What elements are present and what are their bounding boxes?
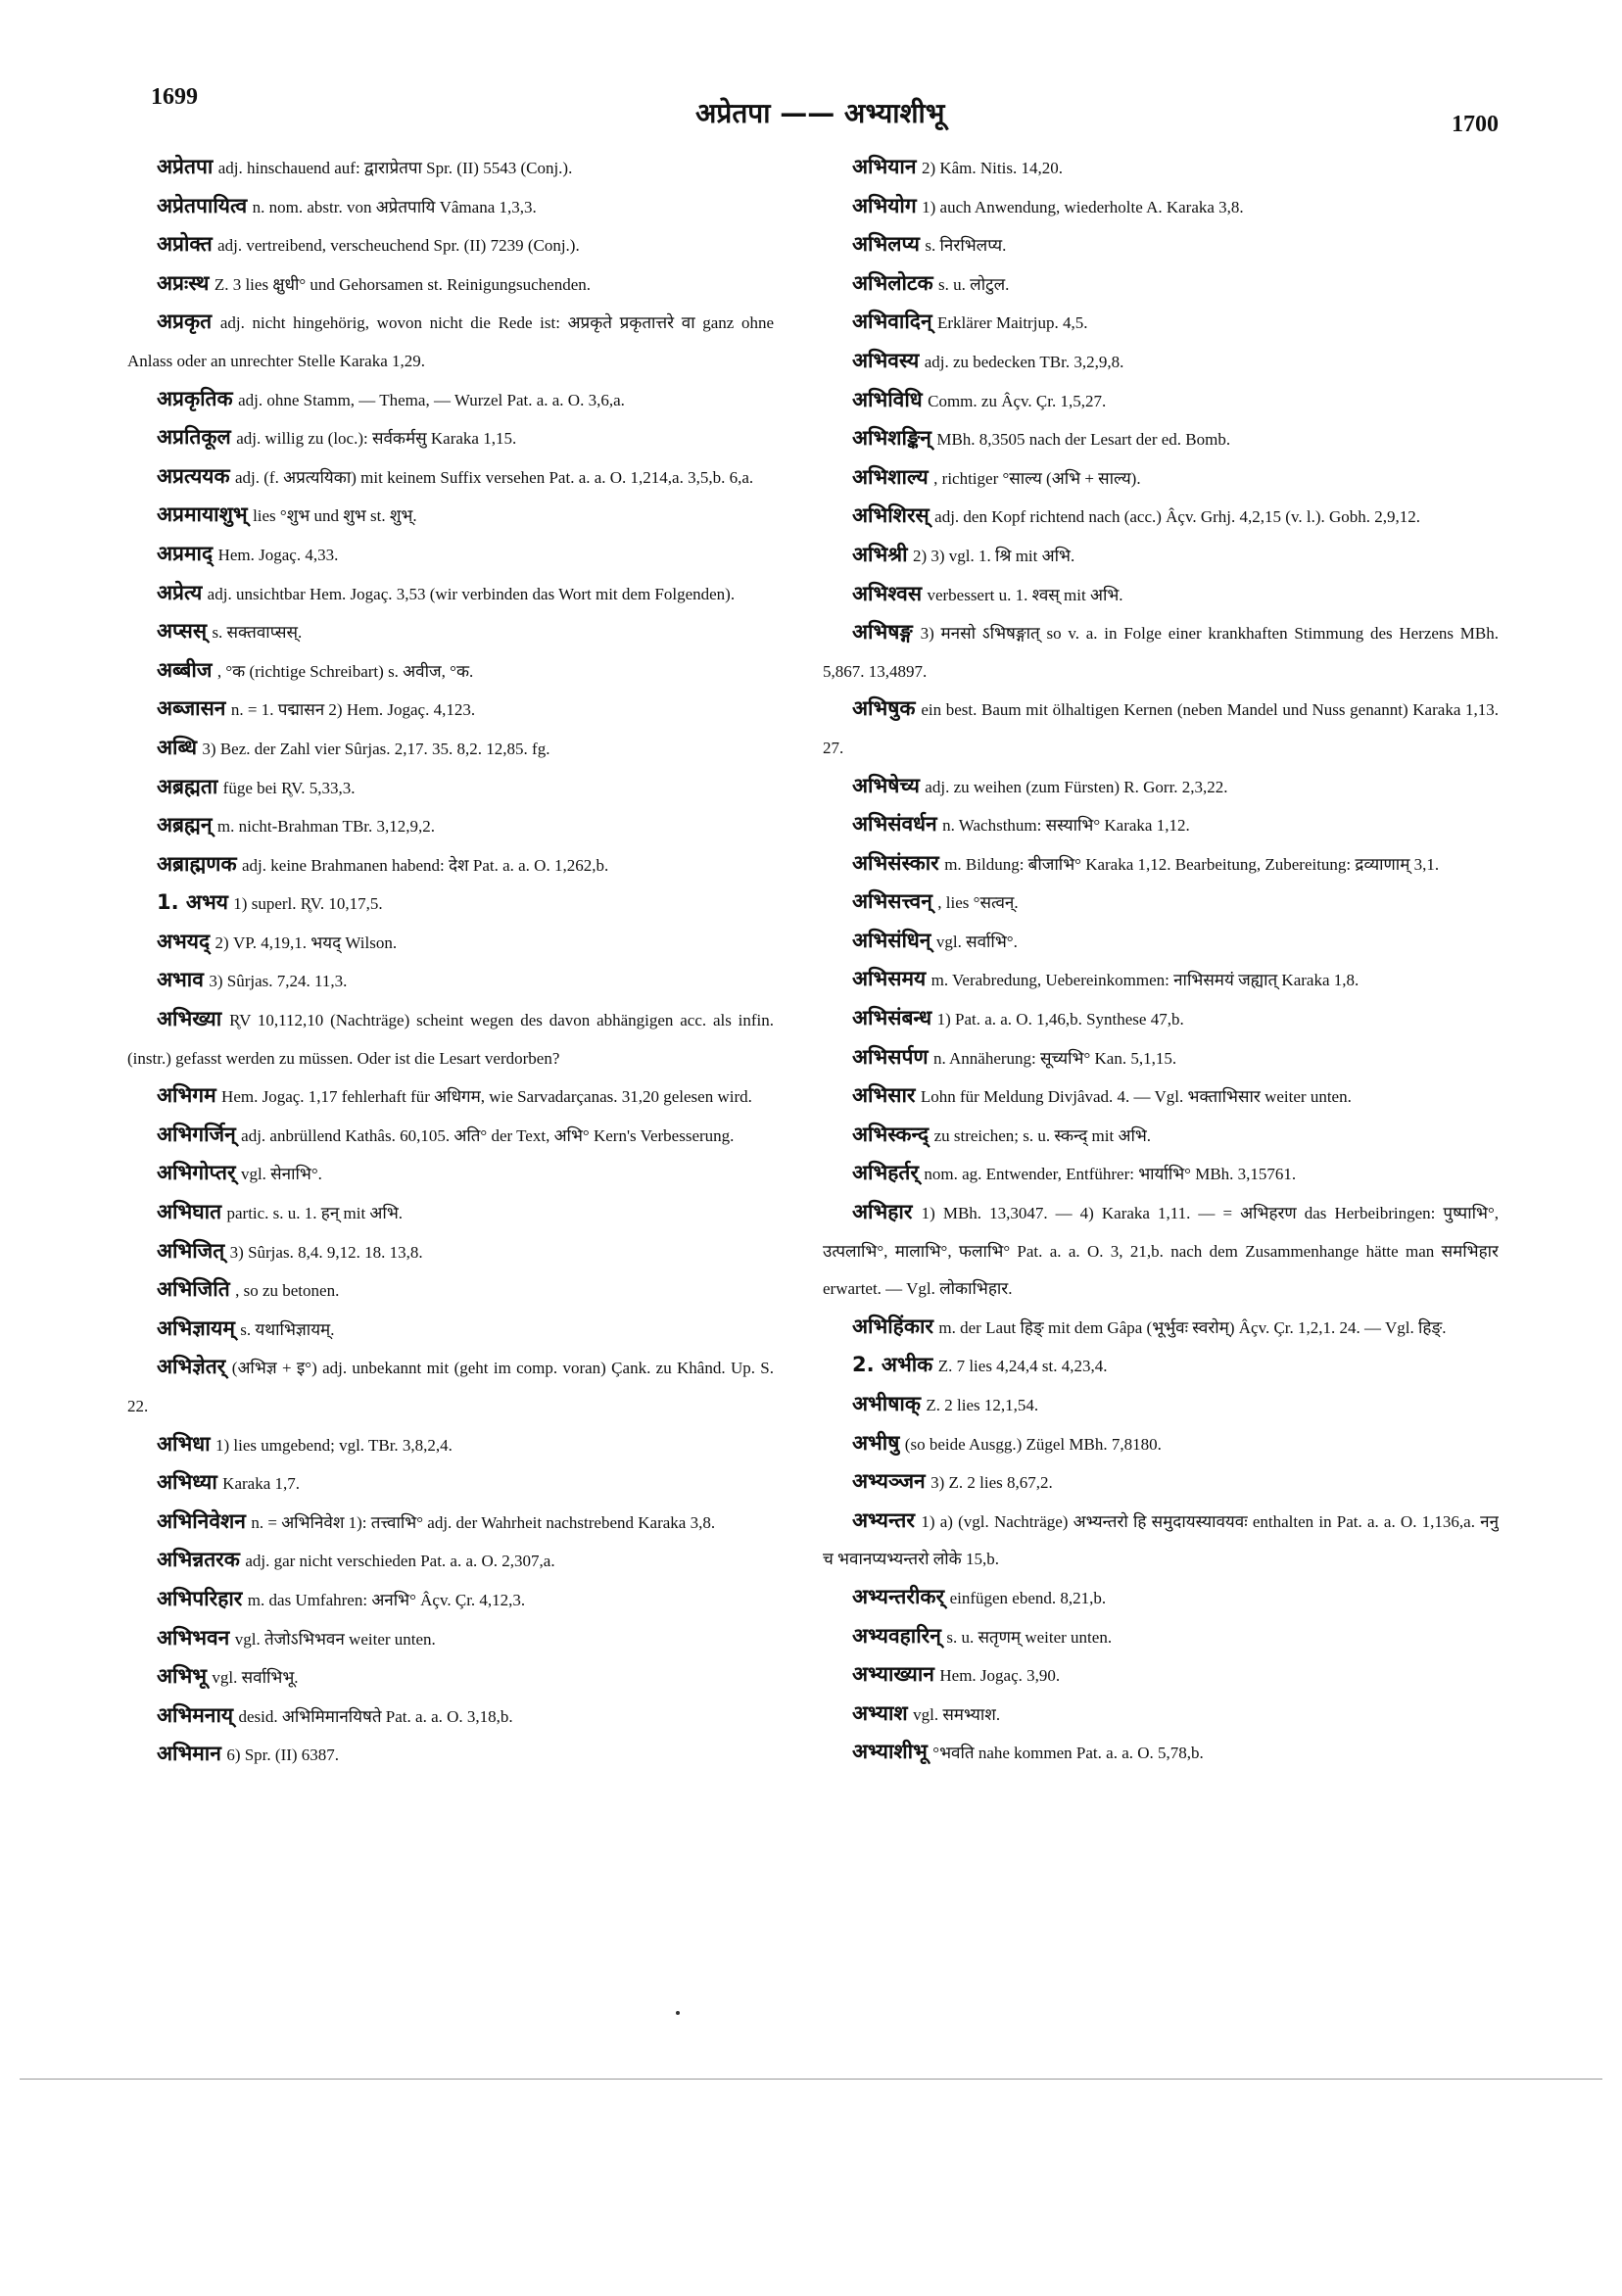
entry-headword: अभिशाल्य <box>852 464 929 489</box>
entry-headword: अप्सस् <box>157 619 208 644</box>
entry-headword: अभिवादिन् <box>852 310 932 334</box>
dictionary-entry <box>823 806 1499 845</box>
dictionary-entry <box>823 884 1499 923</box>
left-column <box>127 149 774 1775</box>
dictionary-entry <box>823 1503 1499 1579</box>
entry-headword: अभिमान <box>157 1742 221 1766</box>
dictionary-entry <box>127 846 774 885</box>
dictionary-entry <box>127 304 774 380</box>
dictionary-entry <box>823 149 1499 188</box>
entry-headword: अब्रह्मन् <box>157 813 213 837</box>
entry-headword: अप्रकृत <box>157 310 213 334</box>
dictionary-entry <box>823 845 1499 885</box>
entry-headword: अप्रेत्य <box>157 580 203 604</box>
entry-headword: अभाव <box>157 968 204 992</box>
entry-text: adj. unsichtbar Hem. Jogaç. 3,53 (wir verbinden das Wort mit dem Folgenden). <box>207 584 736 603</box>
entry-text: (so beide Ausgg.) Zügel MBh. 7,8180. <box>904 1434 1162 1454</box>
entry-text: 2) Kâm. Nitis. 14,20. <box>921 159 1063 177</box>
entry-text: 3) Bez. der Zahl vier Sûrjas. 2,17. 35. 8,2. 12,85. fg. <box>202 739 550 758</box>
entry-text: m. das Umfahren: अनभि° Âçv. Çr. 4,12,3. <box>247 1590 526 1609</box>
dictionary-entry <box>823 1077 1499 1117</box>
dictionary-entry <box>127 381 774 420</box>
dictionary-entry <box>127 149 774 188</box>
entry-headword: अभिज्ञायम् <box>157 1315 235 1340</box>
entry-text: zu streichen; s. u. स्कन्द् mit अभि. <box>933 1125 1152 1145</box>
right-page-number: 1700 <box>1452 112 1499 137</box>
dictionary-entry <box>127 652 774 692</box>
entry-headword: अभिश्री <box>852 542 908 566</box>
entry-headword: अभिसंस्कार <box>852 850 939 875</box>
entry-text: Comm. zu Âçv. Çr. 1,5,27. <box>928 391 1107 410</box>
entry-headword: अभिभू <box>157 1664 208 1689</box>
entry-text: ein best. Baum mit ölhaltigen Kernen (neben Mandel und Nuss genannt) Karaka 1,13. 27. <box>823 700 1499 757</box>
entry-text: s. u. लोटुल. <box>938 274 1010 294</box>
bottom-rule <box>20 2079 1602 2080</box>
entry-headword: अभिस्कन्द् <box>852 1122 930 1146</box>
dictionary-entry <box>127 1504 774 1543</box>
dictionary-entry <box>823 1309 1499 1348</box>
entry-text: nom. ag. Entwender, Entführer: भार्याभि° MBh. 3,15761. <box>924 1165 1297 1184</box>
entry-text: adj. zu bedecken TBr. 3,2,9,8. <box>924 352 1124 371</box>
dictionary-entry <box>823 1425 1499 1464</box>
entry-text: adj. anbrüllend Kathâs. 60,105. अति° der Text, अभि° Kern's Verbesserung. <box>241 1125 735 1145</box>
entry-text: Z. 2 lies 12,1,54. <box>926 1396 1039 1414</box>
entry-text: adj. hinschauend auf: द्वाराप्रेतपा Spr. (II) 5543 (Conj.). <box>217 159 573 177</box>
entry-text: 1) a) (vgl. Nachträge) अभ्यन्तरो हि समुदायस्यावयवः enthalten in Pat. a. a. O. 1,136,a. ननु च भवानप्यभ्यन्तरो लोके 15,b. <box>823 1511 1499 1569</box>
entry-headword: अभ्यन्तर <box>852 1507 915 1532</box>
entry-headword: अभिसंवर्धन <box>852 812 937 837</box>
dictionary-entry <box>127 1271 774 1311</box>
dictionary-entry <box>823 459 1499 499</box>
entry-text: Karaka 1,7. <box>222 1474 300 1494</box>
entry-headword: अप्रमायाशुभ् <box>157 502 248 527</box>
entry-headword: अभिसर्पण <box>852 1044 929 1069</box>
entry-headword: अभिसार <box>852 1083 916 1108</box>
entry-text: (अभिज्ञ + इ°) adj. unbekannt mit (geht im comp. voran) Çank. zu Khând. Up. S. 22. <box>127 1359 774 1415</box>
entry-text: 3) Z. 2 lies 8,67,2. <box>930 1473 1053 1493</box>
dictionary-entry <box>823 1039 1499 1078</box>
entry-text: adj. vertreibend, verscheuchend Spr. (II) 7239 (Conj.). <box>217 236 580 256</box>
entry-text: m. Bildung: बीजाभि° Karaka 1,12. Bearbeitung, Zubereitung: द्रव्याणाम् 3,1. <box>944 854 1440 874</box>
entry-headword: अभिषेच्य <box>852 773 920 797</box>
entry-text: desid. अभिमिमानयिषते Pat. a. a. O. 3,18,b. <box>238 1706 513 1726</box>
dictionary-entry <box>127 226 774 265</box>
entry-text: 2) VP. 4,19,1. भयद् Wilson. <box>215 933 398 952</box>
entry-headword: अभ्याश <box>852 1700 908 1725</box>
dictionary-entry <box>823 1194 1499 1309</box>
entry-text: n. = 1. पद्मासन 2) Hem. Jogaç. 4,123. <box>230 700 476 720</box>
dictionary-entry <box>823 537 1499 576</box>
dictionary-entry <box>823 1696 1499 1735</box>
entry-text: Lohn für Meldung Divjâvad. 4. — Vgl. भक्ताभिसार weiter unten. <box>920 1087 1352 1107</box>
entry-headword: अभिशङ्किन् <box>852 426 931 451</box>
entry-headword: अब्रह्मता <box>157 774 218 798</box>
entry-text: vgl. सेनाभि°. <box>240 1165 322 1184</box>
entry-headword: अभीषाक् <box>852 1392 921 1415</box>
entry-headword: अब्धि <box>157 735 197 759</box>
entry-headword: अभिहर्तर् <box>852 1161 919 1185</box>
entry-text: °भवति nahe kommen Pat. a. a. O. 5,78,b. <box>932 1744 1204 1763</box>
dictionary-entry <box>823 226 1499 265</box>
entry-text: lies °शुभ und शुभ st. शुभ्. <box>253 506 417 526</box>
entry-text: adj. keine Brahmanen habend: देश Pat. a. a. O. 1,262,b. <box>242 855 609 875</box>
dictionary-entry <box>127 536 774 575</box>
dictionary-entry <box>127 1658 774 1698</box>
entry-headword: अभिगर्जिन् <box>157 1122 236 1146</box>
entry-text: adj. ohne Stamm, — Thema, — Wurzel Pat. a. a. O. 3,6,a. <box>238 390 625 409</box>
entry-headword: अभिमनाय् <box>157 1702 234 1727</box>
entry-headword: अभिन्नतरक <box>157 1548 240 1572</box>
entry-headword: अभिषङ्ग <box>852 620 913 645</box>
entry-headword: 2. अभीक <box>852 1353 933 1377</box>
entry-headword: अभिधा <box>157 1431 211 1456</box>
dictionary-entry <box>127 419 774 458</box>
dictionary-entry <box>127 613 774 652</box>
entry-text: , so zu betonen. <box>235 1281 340 1301</box>
entry-text: MBh. 8,3505 nach der Lesart der ed. Bomb. <box>936 430 1231 450</box>
entry-headword: अभिश्वस <box>852 581 923 605</box>
entry-headword: अभयद् <box>157 929 211 953</box>
entry-headword: अब्जासन <box>157 696 226 721</box>
entry-text: vgl. सर्वाभि°. <box>935 932 1018 951</box>
dictionary-entry <box>127 924 774 963</box>
entry-text: R̥V 10,112,10 (Nachträge) scheint wegen des davon abhängigen acc. als infin. (instr.) gefasst werden zu müssen. Oder ist die Lesart verdorben? <box>127 1011 774 1068</box>
entry-headword: अभिसत्त्वन् <box>852 889 932 914</box>
dictionary-entry <box>823 1117 1499 1156</box>
entry-text: adj. willig zu (loc.): सर्वकर्मसु Karaka 1,15. <box>236 429 517 449</box>
dictionary-entry <box>823 614 1499 691</box>
entry-text: s. u. सतृणम् weiter unten. <box>946 1627 1113 1647</box>
dictionary-entry <box>823 1155 1499 1194</box>
entry-text: 1) Pat. a. a. O. 1,46,b. Synthese 47,b. <box>936 1010 1184 1029</box>
dictionary-entry <box>127 691 774 730</box>
print-speck <box>676 2011 680 2015</box>
entry-headword: अभियान <box>852 155 917 178</box>
entry-headword: अभ्यञ्जन <box>852 1469 926 1494</box>
entry-headword: अभिज्ञेतर् <box>157 1355 226 1379</box>
entry-text: n. Annäherung: सूच्यभि° Kan. 5,1,15. <box>932 1048 1177 1068</box>
page-header <box>147 84 1499 137</box>
entry-text: adj. den Kopf richtend nach (acc.) Âçv. Grhj. 4,2,15 (v. l.). Gobh. 2,9,12. <box>934 507 1421 527</box>
entry-headword: अभ्यन्तरीकर् <box>852 1584 945 1608</box>
dictionary-entry <box>127 730 774 769</box>
entry-headword: अभीषु <box>852 1430 900 1455</box>
entry-headword: अभिहार <box>852 1200 913 1224</box>
entry-headword: अप्रमाद् <box>157 541 214 565</box>
dictionary-entry <box>823 420 1499 459</box>
dictionary-entry <box>127 458 774 498</box>
entry-text: adj. nicht hingehörig, wovon nicht die Rede ist: अप्रकृते प्रकृतात्तरे वा ganz ohne Anlass oder an unrechter Stelle Karaka 1,29. <box>127 313 774 370</box>
dictionary-entry <box>823 1347 1499 1386</box>
entry-headword: अभ्याख्यान <box>852 1662 934 1687</box>
entry-text: n. Wachsthum: सस्याभि° Karaka 1,12. <box>942 816 1190 836</box>
entry-text: 1) auch Anwendung, wiederholte A. Karaka 3,8. <box>922 197 1244 216</box>
entry-headword: अभिगोप्तर् <box>157 1161 236 1185</box>
dictionary-entry <box>127 1001 774 1077</box>
dictionary-entry <box>127 1233 774 1272</box>
dictionary-entry <box>823 188 1499 227</box>
entry-text: 3) मनसो ऽभिषङ्गात् so v. a. in Folge einer krankhaften Stimmung des Herzens MBh. 5,867. 13,4897. <box>823 624 1499 681</box>
entry-headword: अभिलप्य <box>852 232 920 257</box>
dictionary-entry <box>823 1386 1499 1425</box>
entry-text: s. यथाभिज्ञायम्. <box>240 1319 335 1339</box>
entry-headword: अभिघात <box>157 1200 222 1224</box>
entry-headword: अभिवस्य <box>852 348 920 372</box>
entry-text: partic. s. u. 1. हन् mit अभि. <box>226 1204 404 1223</box>
entry-headword: अब्राह्मणक <box>157 851 237 876</box>
dictionary-entry <box>823 923 1499 962</box>
entry-text: verbessert u. 1. श्वस् mit अभि. <box>927 585 1123 604</box>
dictionary-entry <box>127 575 774 614</box>
entry-text: einfügen ebend. 8,21,b. <box>949 1588 1107 1607</box>
dictionary-entry <box>823 1734 1499 1773</box>
entry-text: 2) 3) vgl. 1. श्रि mit अभि. <box>912 546 1075 565</box>
entry-headword: अप्रोक्त <box>157 232 213 257</box>
dictionary-entry <box>823 691 1499 767</box>
entry-text: m. nicht-Brahman TBr. 3,12,9,2. <box>216 817 436 837</box>
dictionary-entry <box>823 343 1499 382</box>
entry-headword: अभिविधि <box>852 387 923 411</box>
dictionary-entry <box>127 188 774 227</box>
dictionary-entry <box>823 1579 1499 1618</box>
entry-text: 1) MBh. 13,3047. — 4) Karaka 1,11. — = अभिहरण das Herbeibringen: पुष्पाभि°, उत्पलाभि°, मालाभि°, फलाभि° Pat. a. a. O. 3, 21,b. nach dem Zusammenhange hätte man समभिहार erwartet. — Vgl. लोकाभिहार. <box>823 1204 1499 1299</box>
entry-text: , lies °सत्वन्. <box>937 893 1019 913</box>
entry-headword: अप्रकृतिक <box>157 386 233 410</box>
entry-headword: 1. अभय <box>157 890 228 915</box>
dictionary-entry <box>127 1426 774 1465</box>
entry-headword: अभिजित् <box>157 1238 225 1263</box>
dictionary-entry <box>127 962 774 1001</box>
dictionary-entry <box>127 1581 774 1620</box>
entry-headword: अब्बीज <box>157 657 213 682</box>
entry-text: adj. (f. अप्रत्ययिका) mit keinem Suffix versehen Pat. a. a. O. 1,214,a. 3,5,b. 6,a. <box>234 467 754 487</box>
dictionary-entry <box>823 382 1499 421</box>
entry-headword: अप्रतिकूल <box>157 425 231 450</box>
entry-headword: अभिशिरस् <box>852 503 930 528</box>
dictionary-entry <box>823 265 1499 305</box>
entry-headword: अभ्याशीभू <box>852 1740 928 1764</box>
dictionary-entry <box>823 498 1499 537</box>
entry-text: s. निरभिलप्य. <box>925 236 1007 256</box>
dictionary-entry <box>127 807 774 846</box>
dictionary-entry <box>127 1698 774 1737</box>
entry-headword: अभिसंधिन् <box>852 928 931 952</box>
entry-text: Erklärer Maitrjup. 4,5. <box>937 313 1088 333</box>
dictionary-entry <box>127 1155 774 1194</box>
dictionary-entry <box>127 1194 774 1233</box>
entry-headword: अभ्यवहारिन् <box>852 1623 941 1648</box>
dictionary-entry <box>823 1656 1499 1696</box>
right-column <box>823 149 1499 1773</box>
dictionary-entry <box>127 265 774 305</box>
dictionary-entry <box>823 1000 1499 1039</box>
dictionary-entry <box>127 1077 774 1117</box>
dictionary-entry <box>127 497 774 536</box>
entry-text: Hem. Jogaç. 1,17 fehlerhaft für अधिगम, wie Sarvadarçanas. 31,20 gelesen wird. <box>221 1087 752 1107</box>
left-page-number: 1699 <box>151 84 198 110</box>
entry-text: adj. zu weihen (zum Fürsten) R. Gorr. 2,3,22. <box>925 777 1228 796</box>
entry-headword: अभिपरिहार <box>157 1586 243 1610</box>
dictionary-entry <box>127 1620 774 1659</box>
entry-headword: अभियोग <box>852 193 917 217</box>
entry-text: n. = अभिनिवेश 1): तत्त्वाभि° adj. der Wahrheit nachstrebend Karaka 3,8. <box>251 1512 716 1532</box>
entry-text: Z. 3 lies क्षुधी° und Gehorsamen st. Reinigungsuchenden. <box>214 274 591 294</box>
dictionary-entry <box>823 304 1499 343</box>
running-head: अप्रेतपा —— अभ्याशीभू <box>695 97 945 129</box>
entry-text: vgl. सर्वाभिभू. <box>212 1668 299 1688</box>
entry-headword: अप्रःस्थ <box>157 270 210 295</box>
entry-headword: अभिहिंकार <box>852 1314 933 1338</box>
dictionary-entry <box>823 576 1499 615</box>
entry-text: vgl. तेजोऽभिभवन weiter unten. <box>234 1629 436 1649</box>
dictionary-entry <box>127 1311 774 1350</box>
entry-headword: अभिगम <box>157 1083 216 1108</box>
entry-headword: अप्रत्ययक <box>157 463 230 488</box>
entry-text: 3) Sûrjas. 8,4. 9,12. 18. 13,8. <box>229 1242 423 1262</box>
dictionary-entry <box>823 961 1499 1000</box>
entry-text: m. Verabredung, Uebereinkommen: नाभिसमयं जह्यात् Karaka 1,8. <box>930 971 1360 990</box>
entry-headword: अभिलोटक <box>852 270 933 295</box>
entry-text: adj. gar nicht verschieden Pat. a. a. O. 2,307,a. <box>245 1552 555 1571</box>
dictionary-entry <box>127 769 774 808</box>
entry-text: 6) Spr. (II) 6387. <box>226 1746 340 1765</box>
entry-text: m. der Laut हिङ् mit dem Gâpa (भूर्भुवः स्वरोम्) Âçv. Çr. 1,2,1. 24. — Vgl. हिङ्. <box>938 1317 1447 1337</box>
entry-text: Hem. Jogaç. 3,90. <box>939 1666 1061 1686</box>
dictionary-entry <box>127 1117 774 1156</box>
dictionary-entry <box>823 1618 1499 1657</box>
entry-headword: अभिजिति <box>157 1277 230 1302</box>
entry-text: s. सक्तवाप्सस्. <box>212 623 303 643</box>
dictionary-entry <box>127 1464 774 1504</box>
entry-text: , richtiger °साल्य (अभि + साल्य). <box>933 468 1141 488</box>
entry-text: Hem. Jogaç. 4,33. <box>217 545 339 564</box>
dictionary-entry <box>127 1349 774 1425</box>
dictionary-entry <box>823 1463 1499 1503</box>
entry-headword: अभिभवन <box>157 1625 230 1650</box>
entry-headword: अप्रेतपा <box>157 155 214 178</box>
entry-text: füge bei R̥V. 5,33,3. <box>222 778 356 797</box>
entry-headword: अभिसंबन्ध <box>852 1006 932 1030</box>
entry-headword: अभिध्या <box>157 1470 217 1495</box>
dictionary-entry <box>823 768 1499 807</box>
dictionary-entry <box>127 1542 774 1581</box>
entry-text: 3) Sûrjas. 7,24. 11,3. <box>209 972 348 991</box>
entry-text: Z. 7 lies 4,24,4 st. 4,23,4. <box>937 1357 1108 1376</box>
entry-headword: अभिषुक <box>852 696 916 721</box>
entry-text: , °क (richtige Schreibart) s. अवीज, °क. <box>216 661 474 681</box>
entry-text: 1) superl. R̥V. 10,17,5. <box>233 894 383 914</box>
entry-text: vgl. समभ्याश. <box>913 1704 1001 1724</box>
entry-headword: अभिनिवेशन <box>157 1508 246 1533</box>
entry-text: n. nom. abstr. von अप्रेतपायि Vâmana 1,3,3. <box>252 197 537 216</box>
entry-text: 1) lies umgebend; vgl. TBr. 3,8,2,4. <box>215 1435 453 1455</box>
dictionary-entry <box>127 1736 774 1775</box>
entry-headword: अभिसमय <box>852 967 927 991</box>
entry-headword: अभिख्या <box>157 1007 222 1031</box>
dictionary-entry <box>127 885 774 924</box>
entry-headword: अप्रेतपायित्व <box>157 193 248 217</box>
